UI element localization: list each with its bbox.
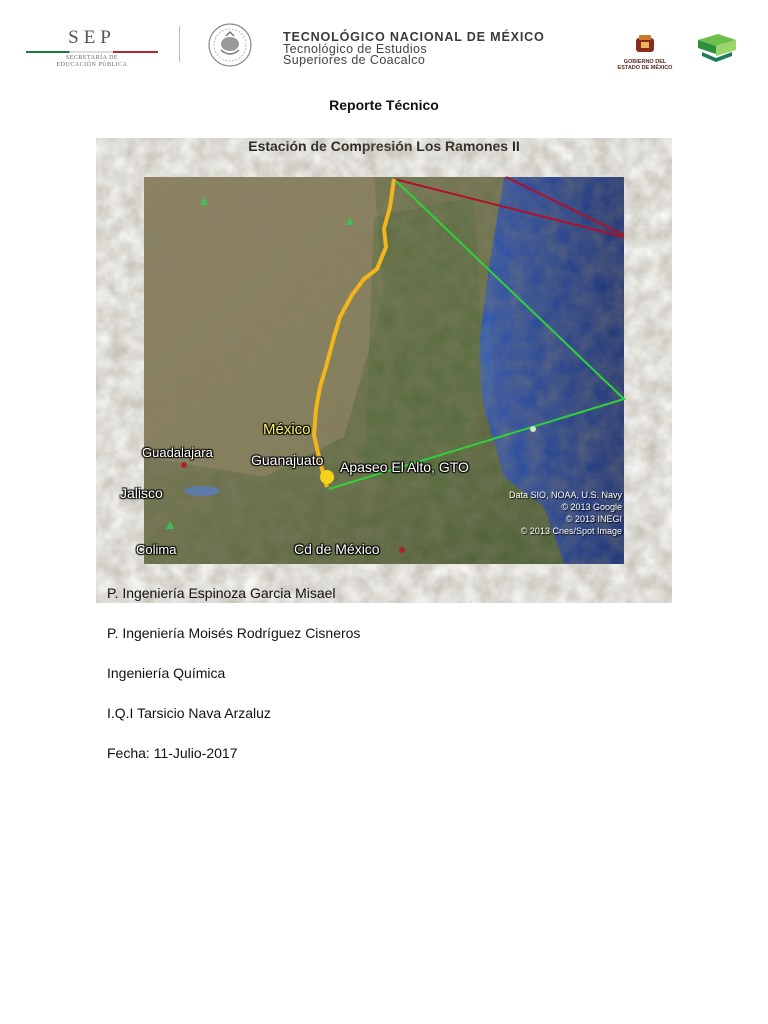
map-marker-apaseo bbox=[320, 470, 334, 484]
map-label-guanajuato: Guanajuato bbox=[251, 452, 324, 468]
report-subtitle: Estación de Compresión Los Ramones II bbox=[248, 138, 520, 154]
map-label-mexico: México bbox=[263, 421, 311, 438]
tecnm-title: TECNOLÓGICO NACIONAL DE MÉXICO bbox=[283, 30, 545, 44]
author-2: P. Ingeniería Moisés Rodríguez Cisneros bbox=[107, 625, 361, 641]
map-label-colima: Colima bbox=[136, 542, 177, 557]
national-seal-icon bbox=[192, 22, 268, 73]
map-marker-cdmx bbox=[399, 547, 405, 553]
sep-logo bbox=[22, 28, 162, 69]
tecnm-logo-text bbox=[283, 30, 545, 66]
map-credit-line: © 2013 INEGI bbox=[565, 514, 622, 524]
map-label-cdmx: Cd de México bbox=[294, 541, 380, 557]
advisor-name: I.Q.I Tarsicio Nava Arzaluz bbox=[107, 705, 271, 721]
sep-logo-sub-1: SECRETARÍA DE bbox=[65, 55, 119, 61]
report-title: Reporte Técnico bbox=[329, 97, 439, 113]
tesc-name-line-1: Tecnológico de Estudios bbox=[283, 42, 428, 56]
sep-logo-word: SEP bbox=[68, 27, 116, 48]
map-label-jalisco: Jalisco bbox=[120, 485, 163, 501]
report-date: Fecha: 11-Julio-2017 bbox=[107, 745, 238, 761]
gobierno-edomex-logo bbox=[602, 34, 688, 71]
map-label-guadalajara: Guadalajara bbox=[142, 445, 213, 460]
author-1: P. Ingeniería Espinoza Garcia Misael bbox=[107, 585, 336, 601]
header-divider bbox=[179, 26, 180, 62]
map-credits bbox=[509, 489, 622, 537]
map-marker-guadalajara bbox=[181, 462, 187, 468]
edomex-emblem-icon bbox=[630, 34, 660, 54]
satellite-map-image bbox=[120, 177, 624, 564]
tesc-logo-icon bbox=[694, 32, 740, 69]
gobierno-text-1: GOBIERNO DEL bbox=[623, 59, 667, 65]
document-header bbox=[0, 0, 768, 80]
program-name: Ingeniería Química bbox=[107, 665, 226, 681]
map-credit-line: © 2013 Cnes/Spot Image bbox=[520, 526, 622, 536]
map-credit-line: © 2013 Google bbox=[561, 502, 622, 512]
gobierno-text-2: ESTADO DE MÉXICO bbox=[617, 65, 673, 71]
map-credit-line: Data SIO, NOAA, U.S. Navy bbox=[508, 490, 622, 500]
sep-logo-stripe bbox=[26, 51, 158, 53]
tesc-name-line-2: Superiores de Coacalco bbox=[283, 53, 426, 67]
map-marker-sea bbox=[530, 426, 536, 432]
map-label-apaseo: Apaseo El Alto, GTO bbox=[340, 459, 469, 475]
sep-logo-sub-2: EDUCACIÓN PÚBLICA bbox=[56, 62, 128, 68]
